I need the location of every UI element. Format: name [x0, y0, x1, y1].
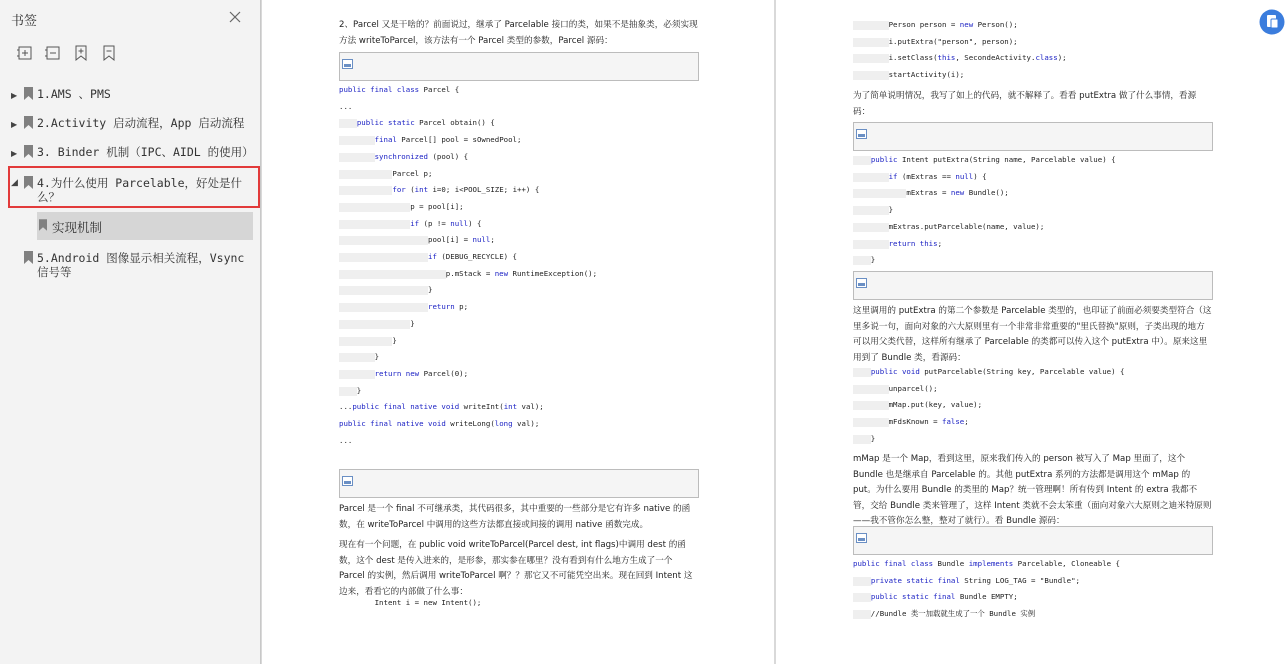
code-line: public final native void writeLong(long val);	[339, 419, 540, 429]
bookmark-flag-icon	[24, 145, 33, 158]
paragraph: 这里调用的 putExtra 的第二个参数是 Parcelable 类型的，也印证了前面必须要类型符合（这里多说一句，面向对象的六大原则里有一个非常非常重要的"里氏替换"原则，子类出现的地方可以用父类代替，这样所有继承了 Parcelable 的类都可以传入这个 putExtra 中）。原来这里用到了 Bundle 类，看源码：	[853, 306, 1212, 363]
code-line: ...	[339, 101, 353, 111]
code-snippet-icon	[856, 129, 867, 139]
paragraph: Parcel 是一个 final 不可继承类，其代码很多，其中重要的一些部分是它有许多 native 的函数，在 writeToParcel 中调用的这些方法都直接或间接的调用 native 函数完成。	[339, 504, 691, 530]
code-line: p.mStack = new RuntimeException();	[339, 268, 598, 278]
code-line: for (int i=0; i<POOL_SIZE; i++) {	[339, 182, 597, 199]
add-bookmark-icon[interactable]	[72, 44, 90, 62]
code-line: i.putExtra("person", person);	[853, 36, 1018, 46]
code-line: ...public final native void writeInt(int val);	[339, 402, 544, 412]
code-line: if (DEBUG_RECYCLE) {	[339, 249, 597, 266]
code-line: if (mExtras == null) {	[853, 169, 1116, 186]
code-line: }	[853, 205, 894, 215]
close-icon[interactable]	[226, 8, 244, 26]
paragraph: 为了简单说明情况，我写了如上的代码，就不解释了。看看 putExtra 做了什么事情，看源码：	[853, 91, 1197, 117]
code-line: public static final Bundle EMPTY;	[853, 589, 1120, 606]
expand-arrow-icon[interactable]: ▶	[11, 149, 18, 158]
code-line: private static final String LOG_TAG = "Bundle";	[853, 573, 1120, 590]
bookmark-label: 2.Activity 启动流程，App 启动流程	[37, 116, 245, 130]
code-line: mExtras = new Bundle();	[853, 188, 1009, 198]
code-line: if (p != null) {	[339, 216, 597, 233]
code-header-box	[339, 469, 699, 498]
code-line: mFdsKnown = false;	[853, 417, 969, 427]
bookmark-flag-icon	[24, 87, 33, 100]
bookmark-item-5[interactable]	[8, 251, 258, 279]
bookmark-label: 1.AMS 、PMS	[37, 87, 111, 101]
code-line: Person person = new Person();	[853, 20, 1018, 29]
code-line: mExtras.putParcelable(name, value);	[853, 221, 1045, 231]
document-page-right	[776, 0, 1287, 664]
app-icon[interactable]	[1259, 8, 1285, 36]
bookmark-item-1[interactable]	[8, 87, 258, 103]
code-header-box	[339, 52, 699, 81]
bookmark-flag-icon	[24, 116, 33, 129]
code-line: }	[339, 318, 415, 328]
code-line: }	[339, 385, 362, 395]
bookmark-label: 3. Binder 机制（IPC、AIDL 的使用）	[37, 145, 254, 159]
code-line: i.setClass(this, SecondeActivity.class);	[853, 53, 1067, 63]
code-line: Parcel p;	[339, 168, 433, 178]
bookmark-flag-icon	[39, 219, 47, 231]
code-snippet-icon	[856, 278, 867, 288]
code-header-box	[853, 526, 1213, 555]
code-line: public Intent putExtra(String name, Parcelable value) {	[853, 152, 1116, 169]
code-line: return this;	[853, 236, 1116, 253]
code-text: Intent i = new Intent();	[339, 598, 482, 607]
collapse-all-icon[interactable]	[44, 44, 62, 62]
code-block	[853, 152, 1116, 269]
code-line: public void putParcelable(String key, Parcelable value) {	[853, 364, 1124, 381]
code-line: }	[339, 352, 380, 362]
code-line: return p;	[339, 299, 597, 316]
expand-arrow-icon[interactable]: ▶	[11, 91, 18, 100]
bookmark-label: 4.为什么使用 Parcelable，好处是什么？	[37, 176, 243, 204]
code-line: startActivity(i);	[853, 70, 965, 80]
sidebar-title: 书签	[11, 14, 38, 29]
bookmark-label: 5.Android 图像显示相关流程，Vsync 信号等	[37, 251, 252, 279]
code-line: p = pool[i];	[339, 201, 464, 211]
code-block	[853, 364, 1124, 448]
bookmark-flag-icon	[24, 251, 33, 264]
code-line: }	[339, 335, 397, 345]
code-block	[339, 82, 597, 449]
code-line: }	[853, 433, 876, 443]
code-block	[853, 17, 1067, 84]
code-line: pool[i] = null;	[339, 235, 495, 245]
paragraph: 2、Parcel 又是干啥的？前面说过，继承了 Parcelable 接口的类，如果不是抽象类，必须实现方法 writeToParcel，该方法有一个 Parcel 类型的参数，Parcel 源码：	[339, 20, 698, 46]
code-line: public static Parcel obtain() {	[339, 115, 597, 132]
collapse-arrow-icon[interactable]: ◢	[11, 178, 18, 188]
code-line: public final class Parcel {	[339, 85, 460, 94]
code-line: //Bundle 类一加载就生成了一个 Bundle 实例	[853, 609, 1036, 619]
code-snippet-icon	[342, 59, 353, 69]
code-line: ...	[339, 435, 353, 445]
bookmark-item-3[interactable]	[8, 145, 258, 161]
code-line: }	[339, 285, 433, 295]
code-line: return new Parcel(0);	[339, 366, 597, 383]
bookmark-subitem[interactable]	[37, 212, 253, 240]
code-line	[339, 595, 481, 612]
code-line: final Parcel[] pool = sOwnedPool;	[339, 132, 597, 149]
bookmark-item-2[interactable]	[8, 116, 258, 132]
code-line: unparcel();	[853, 383, 938, 393]
paragraph: 现在有一个问题，在 public void writeToParcel(Parcel dest, int flags)中调用 dest 的函数，这个 dest 是传入进来的，是形参，那实参在哪里？没有看到有什么地方生成了一个 Parcel 的实例，然后调用 writeToParcel 啊？？那它又不可能凭空出来。现在回到 Intent 这边来，看看它的内部做了什么事：	[339, 540, 693, 597]
code-block	[853, 556, 1120, 623]
document-page-left	[262, 0, 774, 664]
expand-all-icon[interactable]	[16, 44, 34, 62]
bookmark-item-4[interactable]	[8, 176, 258, 204]
bookmark-icon[interactable]	[100, 44, 118, 62]
code-snippet-icon	[856, 533, 867, 543]
code-line: public final class Bundle implements Parcelable, Cloneable {	[853, 559, 1121, 568]
bookmark-flag-icon	[24, 176, 33, 189]
code-header-box	[853, 271, 1213, 300]
bookmark-label: 实现机制	[52, 220, 103, 235]
code-line: }	[853, 255, 876, 265]
code-line: mMap.put(key, value);	[853, 400, 983, 410]
code-line: synchronized (pool) {	[339, 149, 597, 166]
paragraph: mMap 是一个 Map，看到这里，原来我们传入的 person 被写入了 Map 里面了，这个 Bundle 也是继承自 Parcelable 的。其他 putExtra 系列的方法都是调用这个 mMap 的 put。为什么要用 Bundle 的类里的 Map？统一管理啊！所有传到 Intent 的 extra 我都不管，交给 Bundle 类来管理了，这样 Intent 类就不会太笨重（面向对象六大原则之迪米特原则——我不管你怎么整，整对了就行）。看 Bundle 源码：	[853, 454, 1212, 526]
code-snippet-icon	[342, 476, 353, 486]
expand-arrow-icon[interactable]: ▶	[11, 120, 18, 129]
bookmark-sidebar	[0, 0, 261, 664]
code-header-box	[853, 122, 1213, 151]
